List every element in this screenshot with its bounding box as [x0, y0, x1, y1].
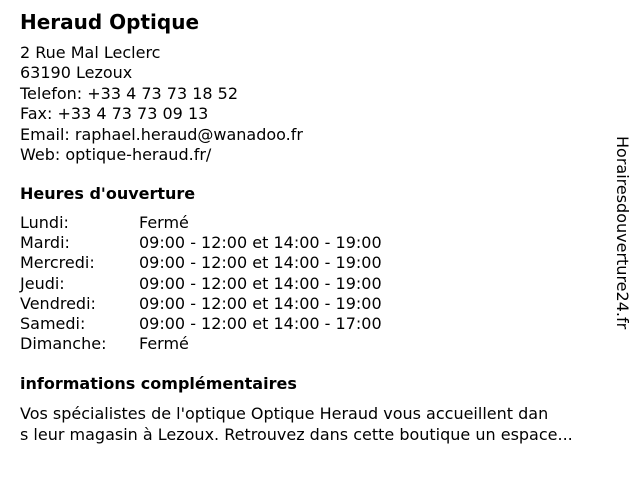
contact-block: [20, 43, 303, 165]
hours-time: 09:00 - 12:00 et 14:00 - 17:00: [139, 314, 382, 334]
hours-row: [20, 233, 382, 253]
hours-row: [20, 294, 382, 314]
info-description: [20, 403, 625, 445]
info-heading: informations complémentaires: [20, 374, 297, 393]
hours-row: [20, 253, 382, 273]
hours-day: Samedi:: [20, 314, 86, 334]
hours-row: [20, 213, 382, 233]
business-name: Heraud Optique: [20, 10, 200, 34]
address-city: 63190 Lezoux: [20, 63, 133, 83]
hours-row: [20, 314, 382, 334]
web-line: Web: optique-heraud.fr/: [20, 145, 212, 165]
hours-day: Mercredi:: [20, 253, 95, 273]
hours-time: 09:00 - 12:00 et 14:00 - 19:00: [139, 293, 382, 313]
hours-day: Lundi:: [20, 213, 69, 232]
site-watermark: Horairesdouverture24.fr: [613, 136, 632, 330]
hours-row: [20, 334, 382, 354]
fax-line: Fax: +33 4 73 73 09 13: [20, 104, 209, 124]
hours-day: Mardi:: [20, 233, 70, 253]
hours-day: Dimanche:: [20, 334, 107, 354]
phone-line: Telefon: +33 4 73 73 18 52: [20, 83, 239, 103]
hours-time: Fermé: [139, 334, 189, 354]
hours-table: [20, 213, 382, 354]
hours-day: Vendredi:: [20, 293, 96, 313]
hours-time: 09:00 - 12:00 et 14:00 - 19:00: [139, 233, 382, 253]
hours-time: Fermé: [139, 213, 189, 232]
hours-time: 09:00 - 12:00 et 14:00 - 19:00: [139, 273, 382, 293]
hours-heading: Heures d'ouverture: [20, 184, 196, 203]
hours-day: Jeudi:: [20, 273, 65, 293]
info-line: s leur magasin à Lezoux. Retrouvez dans cette boutique un espace...: [20, 425, 573, 444]
address-street: 2 Rue Mal Leclerc: [20, 43, 161, 62]
email-line: Email: raphael.heraud@wanadoo.fr: [20, 124, 303, 144]
info-line: Vos spécialistes de l'optique Optique Heraud vous accueillent dan: [20, 404, 549, 423]
hours-time: 09:00 - 12:00 et 14:00 - 19:00: [139, 253, 382, 273]
hours-row: [20, 274, 382, 294]
